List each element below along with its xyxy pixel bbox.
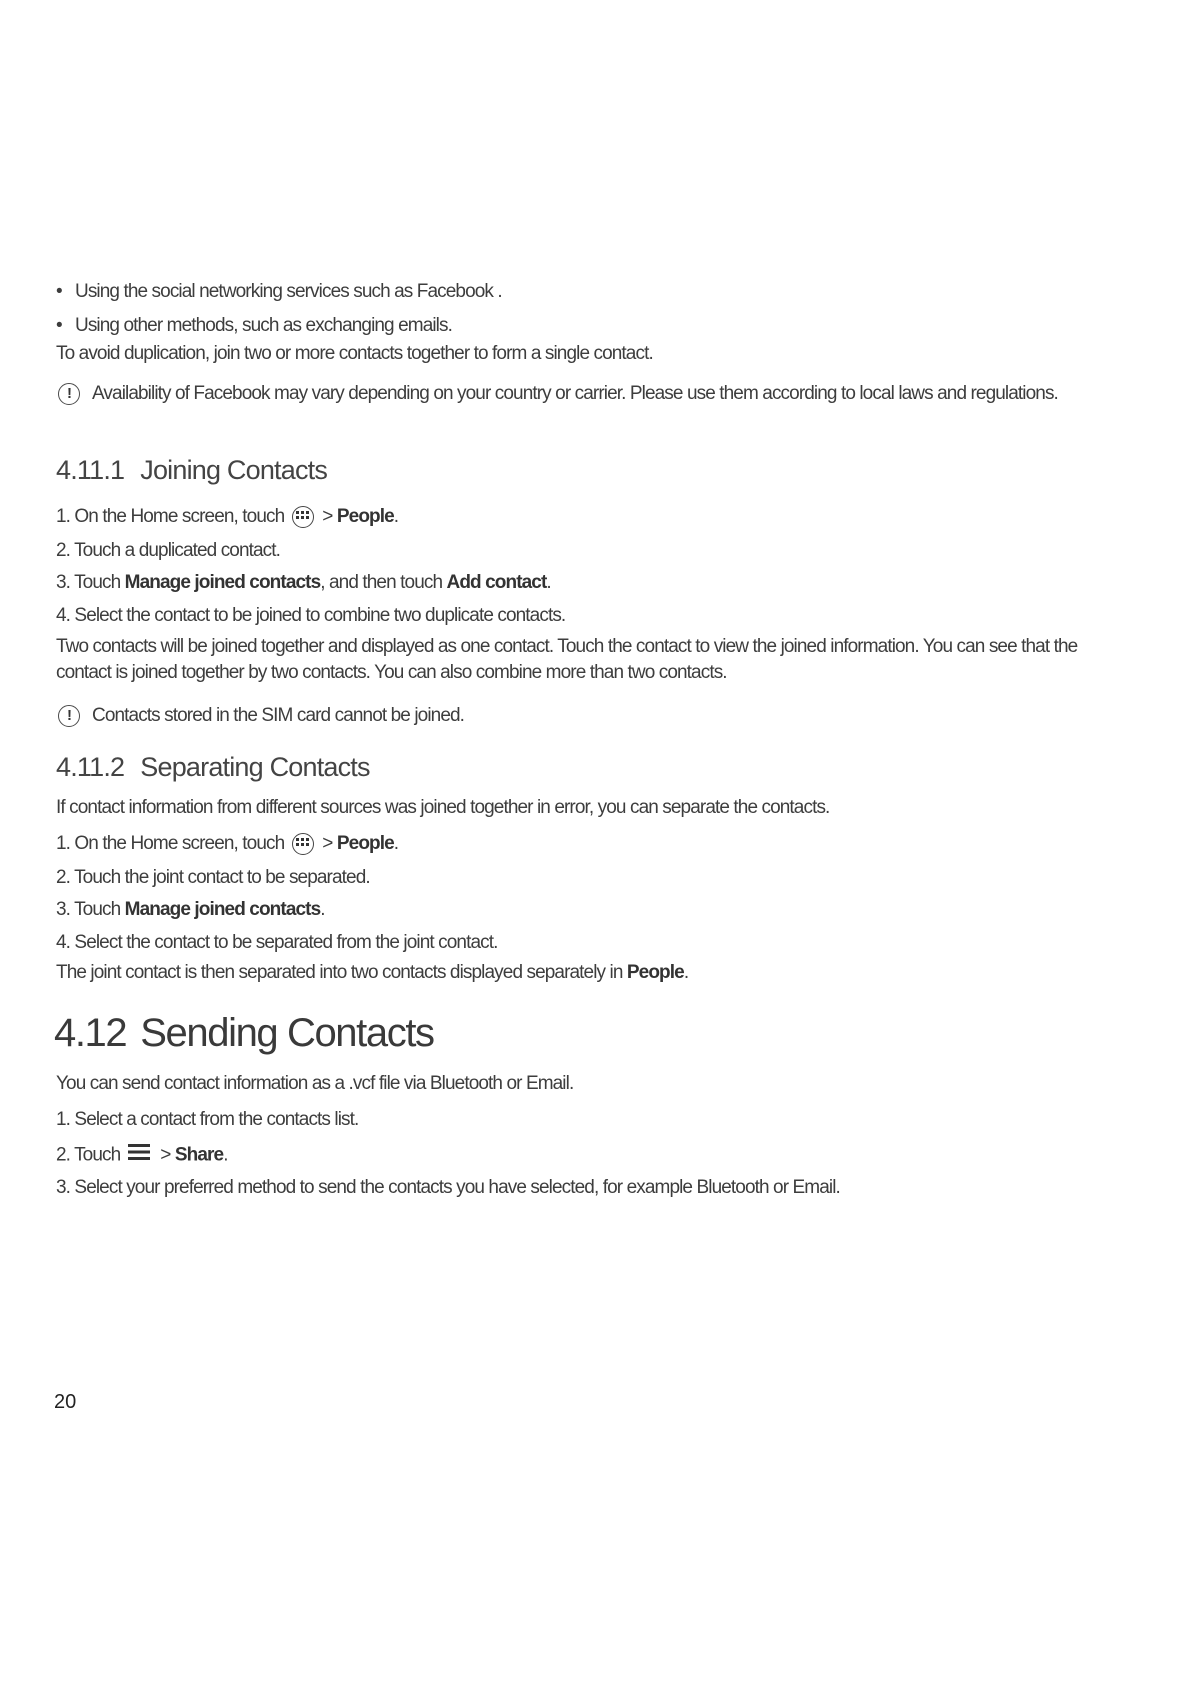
- section-title: Joining Contacts: [140, 455, 328, 485]
- heading-sending-contacts: [54, 1010, 434, 1056]
- section-title: Sending Contacts: [140, 1011, 434, 1055]
- menu-icon: [128, 1143, 150, 1168]
- joining-step-2: 2. Touch a duplicated contact.: [56, 540, 281, 561]
- joining-step-1: 1. On the Home screen, touch > People.: [56, 506, 399, 527]
- exclamation-note-icon: !: [58, 383, 80, 405]
- apps-grid-icon: [292, 506, 314, 528]
- section-number: 4.11.2: [56, 752, 125, 782]
- separating-step-3: 3. Touch Manage joined contacts.: [56, 899, 325, 920]
- separating-intro: If contact information from different sources was joined together in error, you can separate the contacts.: [56, 797, 830, 818]
- joining-step-3: 3. Touch Manage joined contacts, and then touch Add contact.: [56, 572, 551, 593]
- separating-step-2: 2. Touch the joint contact to be separated.: [56, 867, 370, 888]
- bullet-other-methods: • Using other methods, such as exchanging emails.: [56, 315, 452, 336]
- heading-joining-contacts: [56, 454, 327, 486]
- page-number: 20: [54, 1391, 77, 1413]
- separating-result: The joint contact is then separated into two contacts displayed separately in People.: [56, 962, 689, 983]
- dedupe-text: To avoid duplication, join two or more contacts together to form a single contact.: [56, 343, 653, 364]
- sending-intro: You can send contact information as a .vcf file via Bluetooth or Email.: [56, 1073, 574, 1094]
- section-title: Separating Contacts: [140, 752, 370, 782]
- exclamation-note-icon: !: [58, 705, 80, 727]
- separating-step-4: 4. Select the contact to be separated from the joint contact.: [56, 932, 498, 953]
- bullet-dot: •: [56, 315, 62, 336]
- bullet-social: • Using the social networking services such as Facebook .: [56, 281, 502, 302]
- separating-step-1: 1. On the Home screen, touch > People.: [56, 833, 399, 854]
- joining-result-paragraph: Two contacts will be joined together and displayed as one contact. Touch the contact to view the joined information. You can see that the contact is joined together by two contacts. You can also combine more than two contacts.: [56, 636, 1078, 683]
- sending-step-2: 2. Touch > Share.: [56, 1143, 228, 1168]
- note-sim: ! Contacts stored in the SIM card cannot be joined.: [56, 704, 464, 728]
- joining-step-4: 4. Select the contact to be joined to combine two duplicate contacts.: [56, 605, 566, 626]
- note-facebook: ! Availability of Facebook may vary depending on your country or carrier. Please use them according to local laws and regulations.: [56, 382, 1058, 406]
- bullet-dot: •: [56, 281, 62, 302]
- heading-separating-contacts: [56, 751, 370, 783]
- sending-step-1: 1. Select a contact from the contacts list.: [56, 1109, 359, 1130]
- section-number: 4.12: [54, 1011, 127, 1055]
- apps-grid-icon: [292, 833, 314, 855]
- section-number: 4.11.1: [56, 455, 125, 485]
- sending-step-3: 3. Select your preferred method to send the contacts you have selected, for example Bluetooth or Email.: [56, 1177, 840, 1198]
